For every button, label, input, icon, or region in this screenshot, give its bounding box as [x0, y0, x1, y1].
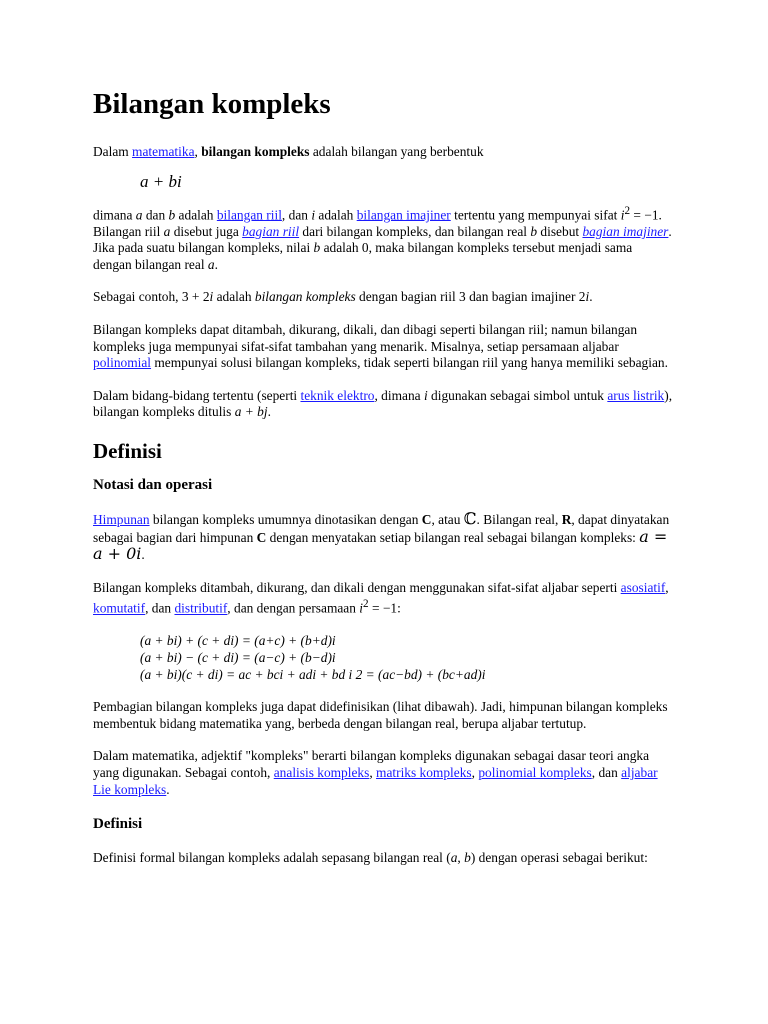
text: = −1. Bilangan riil	[93, 207, 662, 239]
text: Bilangan kompleks ditambah, dikurang, dan dikali dengan menggunakan sifat-sifat aljabar seperti	[93, 579, 621, 595]
engineering-paragraph	[93, 388, 673, 421]
link-bilangan-riil[interactable]: bilangan riil	[216, 207, 282, 223]
equation-line: (a + bi) − (c + di) = (a−c) + (b−d)i	[140, 650, 336, 666]
text: Dalam matematika, adjektif "kompleks" berarti bilangan kompleks digunakan sebagai dasar teori angka yang digunakan. Sebagai contoh,	[93, 748, 650, 780]
var: i	[209, 289, 214, 305]
link-polinomial[interactable]: polinomial	[93, 355, 152, 371]
link-distributif[interactable]: distributif	[174, 600, 228, 616]
var: b	[464, 850, 471, 866]
text: .	[214, 256, 218, 272]
formula-text: a + bi	[140, 171, 182, 191]
text: .	[267, 404, 271, 420]
example-paragraph	[93, 289, 673, 306]
text: digunakan sebagai simbol untuk	[427, 387, 608, 403]
link-komutatif[interactable]: komutatif	[93, 600, 146, 616]
var: i	[423, 387, 428, 403]
equations-block	[140, 633, 673, 683]
link-aljabar-lie-kompleks[interactable]: aljabar Lie kompleks	[93, 765, 658, 797]
text: .	[589, 289, 593, 305]
link-text: bagian imajiner	[582, 223, 669, 239]
var: b	[530, 223, 538, 239]
text: dimana	[93, 207, 136, 223]
notation-paragraph	[93, 511, 673, 564]
var: i	[620, 207, 625, 223]
formal-definition-paragraph	[93, 850, 673, 867]
var: i	[359, 600, 364, 616]
text: = −1:	[368, 600, 401, 616]
equation-line: (a + bi) + (c + di) = (a+c) + (b+d)i	[140, 633, 336, 649]
text: adalah	[315, 207, 357, 223]
text: dan	[142, 207, 169, 223]
text: ) dengan operasi sebagai berikut:	[470, 850, 648, 866]
text: , dapat dinyatakan sebagai bagian dari himpunan	[93, 512, 670, 545]
var: b	[313, 240, 321, 256]
superscript: 2	[363, 598, 369, 611]
text: Bilangan kompleks dapat ditambah, dikurang, dikali, dan dibagi seperti bilangan riil; namun bilangan kompleks juga mempunyai sifat-sifat tambahan yang menarik. Misalnya, setiap persamaan aljabar	[93, 322, 638, 354]
division-paragraph: Pembagian bilangan kompleks juga dapat didefinisikan (lihat dibawah). Jadi, himpunan bilangan kompleks membentuk bidang matematika yang, berbeda dengan bilangan real, berupa aljabar tertutup.	[93, 699, 668, 731]
expression: a + bj	[234, 404, 268, 420]
link-text: bagian riil	[242, 223, 300, 239]
equation-line: (a + bi)(c + di) = ac + bci + adi + bd i 2 = (ac−bd) + (bc+ad)i	[140, 666, 486, 682]
section-heading-definisi: Definisi	[93, 439, 162, 463]
var: a	[450, 850, 458, 866]
link-asosiatif[interactable]: asosiatif	[620, 579, 666, 595]
text: adalah	[213, 289, 255, 305]
symbol-C: C	[256, 529, 267, 545]
text: ,	[665, 579, 669, 595]
text: , dan dengan persamaan	[227, 600, 360, 616]
text: , dan	[591, 765, 622, 780]
var: a	[135, 207, 143, 223]
link-bagian-riil[interactable]	[242, 224, 299, 239]
text: dengan menyatakan setiap bilangan real sebagai bilangan kompleks:	[266, 529, 640, 545]
link-polinomial-kompleks[interactable]: polinomial kompleks	[478, 765, 592, 780]
subsection-heading-notasi: Notasi dan operasi	[93, 477, 213, 493]
link-analisis-kompleks[interactable]: analisis kompleks	[273, 765, 370, 780]
text: , dan	[281, 207, 312, 223]
text: ,	[194, 144, 202, 159]
link-bagian-imajiner[interactable]	[582, 224, 668, 239]
var: i	[311, 207, 316, 223]
text: dari bilangan kompleks, dan bilangan real	[299, 223, 531, 239]
text: ,	[457, 850, 465, 866]
text: , dimana	[374, 387, 424, 403]
text: . Jika pada suatu bilangan kompleks, nilai	[93, 223, 672, 256]
text: tertentu yang mempunyai sifat	[450, 207, 621, 223]
text: adalah bilangan yang berbentuk	[309, 144, 484, 159]
text: ,	[471, 765, 479, 780]
text: dengan bagian riil 3 dan bagian imajiner 2	[355, 289, 586, 305]
link-teknik-elektro[interactable]: teknik elektro	[300, 387, 375, 403]
text: Sebagai contoh, 3 + 2	[93, 289, 210, 305]
link-matriks-kompleks[interactable]: matriks kompleks	[376, 765, 472, 780]
var: a	[207, 256, 215, 272]
text: ), bilangan kompleks ditulis	[93, 387, 673, 420]
bold-term: bilangan kompleks	[201, 144, 310, 159]
link-arus-listrik[interactable]: arus listrik	[607, 387, 665, 403]
symbol-C: C	[421, 512, 432, 527]
definition-paragraph	[93, 203, 673, 274]
intro-paragraph	[93, 144, 673, 161]
symbol-C-double-struck: ℂ	[463, 509, 477, 528]
text: Dalam	[93, 144, 133, 159]
text: disebut	[537, 223, 583, 239]
var: a	[163, 223, 171, 239]
superscript: 2	[624, 204, 631, 217]
var: b	[168, 207, 176, 223]
text: Definisi formal bilangan kompleks adalah sepasang bilangan real (	[93, 850, 451, 866]
expression: a = a + 0i	[93, 526, 668, 564]
subsection-heading-definisi: Definisi	[93, 816, 143, 833]
text: .	[141, 547, 145, 563]
text: adalah 0, maka bilangan kompleks tersebut menjadi sama dengan bilangan real	[93, 240, 633, 272]
adjective-paragraph	[93, 748, 673, 798]
text: . Bilangan real,	[476, 512, 562, 527]
symbol-R: R	[561, 512, 572, 527]
link-himpunan[interactable]: Himpunan	[93, 512, 150, 527]
text: disebut juga	[170, 223, 243, 239]
page-title: Bilangan kompleks	[93, 88, 331, 120]
article	[93, 84, 673, 867]
var: i	[585, 289, 590, 305]
emphasis: bilangan kompleks	[254, 289, 356, 305]
text: , atau	[431, 512, 464, 527]
text: Dalam bidang-bidang tertentu (seperti	[93, 387, 301, 403]
properties-paragraph	[93, 322, 673, 372]
text: bilangan kompleks umumnya dinotasikan dengan	[149, 512, 422, 527]
text: .	[166, 781, 170, 797]
text: adalah	[175, 207, 217, 223]
link-bilangan-imajiner[interactable]: bilangan imajiner	[356, 207, 451, 223]
link-matematika[interactable]: matematika	[132, 144, 195, 159]
operations-paragraph	[93, 580, 673, 618]
text: , dan	[145, 600, 175, 616]
main-formula	[140, 171, 673, 193]
text: mempunyai solusi bilangan kompleks, tidak seperti bilangan riil yang hanya memiliki sebagian.	[151, 355, 668, 371]
text: ,	[369, 765, 377, 780]
